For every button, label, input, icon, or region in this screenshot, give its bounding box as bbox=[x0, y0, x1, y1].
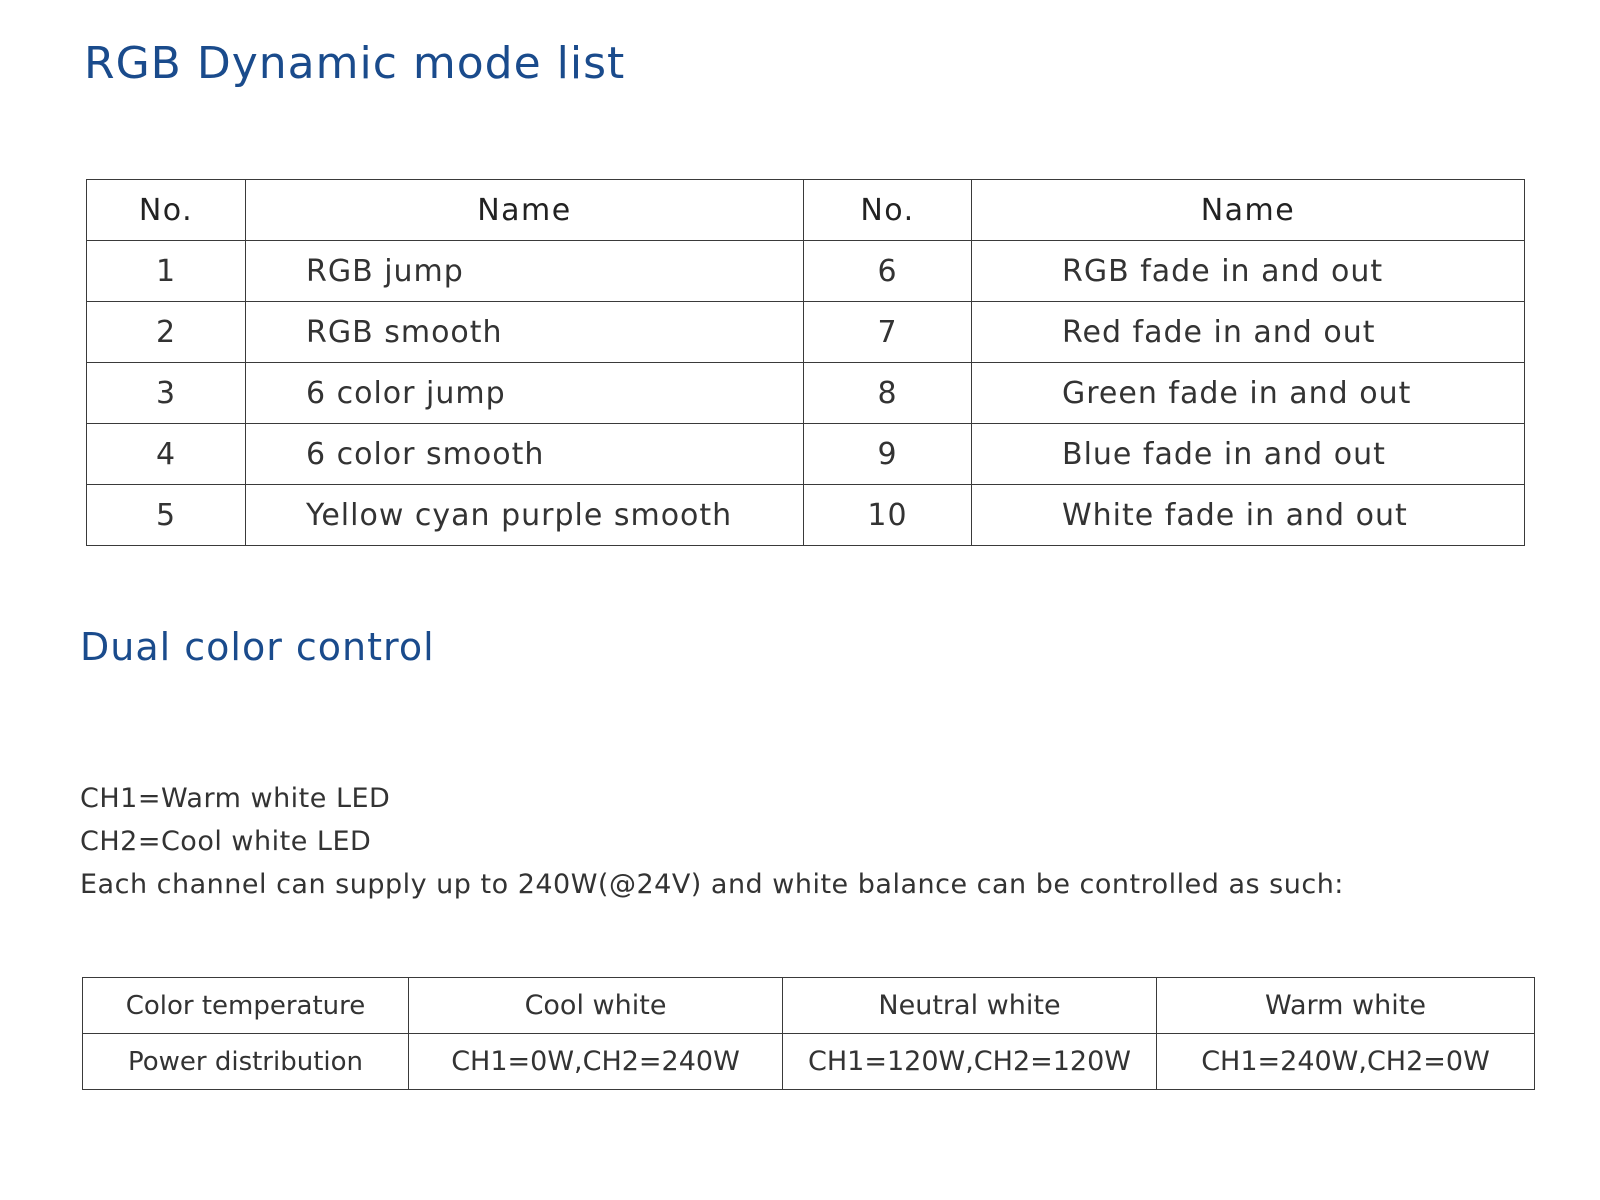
power-distribution-cell: CH1=240W,CH2=0W bbox=[1157, 1034, 1535, 1090]
mode-number: 2 bbox=[87, 302, 246, 363]
mode-name: 6 color smooth bbox=[246, 424, 804, 485]
table-row bbox=[87, 241, 1525, 302]
row-label: Color temperature bbox=[83, 978, 409, 1034]
mode-name: 6 color jump bbox=[246, 363, 804, 424]
white-balance-table bbox=[82, 977, 1535, 1090]
channel-description: CH1=Warm white LED bbox=[80, 783, 391, 814]
power-distribution-cell: CH1=0W,CH2=240W bbox=[409, 1034, 783, 1090]
power-description: Each channel can supply up to 240W(@24V) and white balance can be controlled as such: bbox=[80, 869, 1344, 900]
row-label: Power distribution bbox=[83, 1034, 409, 1090]
channel-description: CH2=Cool white LED bbox=[80, 826, 372, 857]
table-row bbox=[87, 424, 1525, 485]
color-temperature-cell: Neutral white bbox=[783, 978, 1157, 1034]
table-row bbox=[87, 363, 1525, 424]
column-header-no: No. bbox=[804, 180, 972, 241]
mode-name: RGB jump bbox=[246, 241, 804, 302]
rgb-mode-table bbox=[86, 179, 1525, 546]
table-row bbox=[83, 978, 1535, 1034]
mode-number: 3 bbox=[87, 363, 246, 424]
color-temperature-cell: Warm white bbox=[1157, 978, 1535, 1034]
mode-name: RGB fade in and out bbox=[972, 241, 1525, 302]
mode-number: 9 bbox=[804, 424, 972, 485]
column-header-no: No. bbox=[87, 180, 246, 241]
mode-name: Green fade in and out bbox=[972, 363, 1525, 424]
section-title: Dual color control bbox=[80, 625, 435, 669]
mode-name: Red fade in and out bbox=[972, 302, 1525, 363]
mode-number: 7 bbox=[804, 302, 972, 363]
page-title: RGB Dynamic mode list bbox=[84, 38, 626, 89]
mode-number: 6 bbox=[804, 241, 972, 302]
table-row bbox=[83, 1034, 1535, 1090]
table-row bbox=[87, 485, 1525, 546]
mode-number: 1 bbox=[87, 241, 246, 302]
mode-number: 8 bbox=[804, 363, 972, 424]
mode-name: RGB smooth bbox=[246, 302, 804, 363]
mode-number: 5 bbox=[87, 485, 246, 546]
mode-name: Yellow cyan purple smooth bbox=[246, 485, 804, 546]
table-header-row bbox=[87, 180, 1525, 241]
mode-number: 4 bbox=[87, 424, 246, 485]
table-row bbox=[87, 302, 1525, 363]
power-distribution-cell: CH1=120W,CH2=120W bbox=[783, 1034, 1157, 1090]
color-temperature-cell: Cool white bbox=[409, 978, 783, 1034]
mode-name: White fade in and out bbox=[972, 485, 1525, 546]
column-header-name: Name bbox=[246, 180, 804, 241]
column-header-name: Name bbox=[972, 180, 1525, 241]
mode-number: 10 bbox=[804, 485, 972, 546]
mode-name: Blue fade in and out bbox=[972, 424, 1525, 485]
